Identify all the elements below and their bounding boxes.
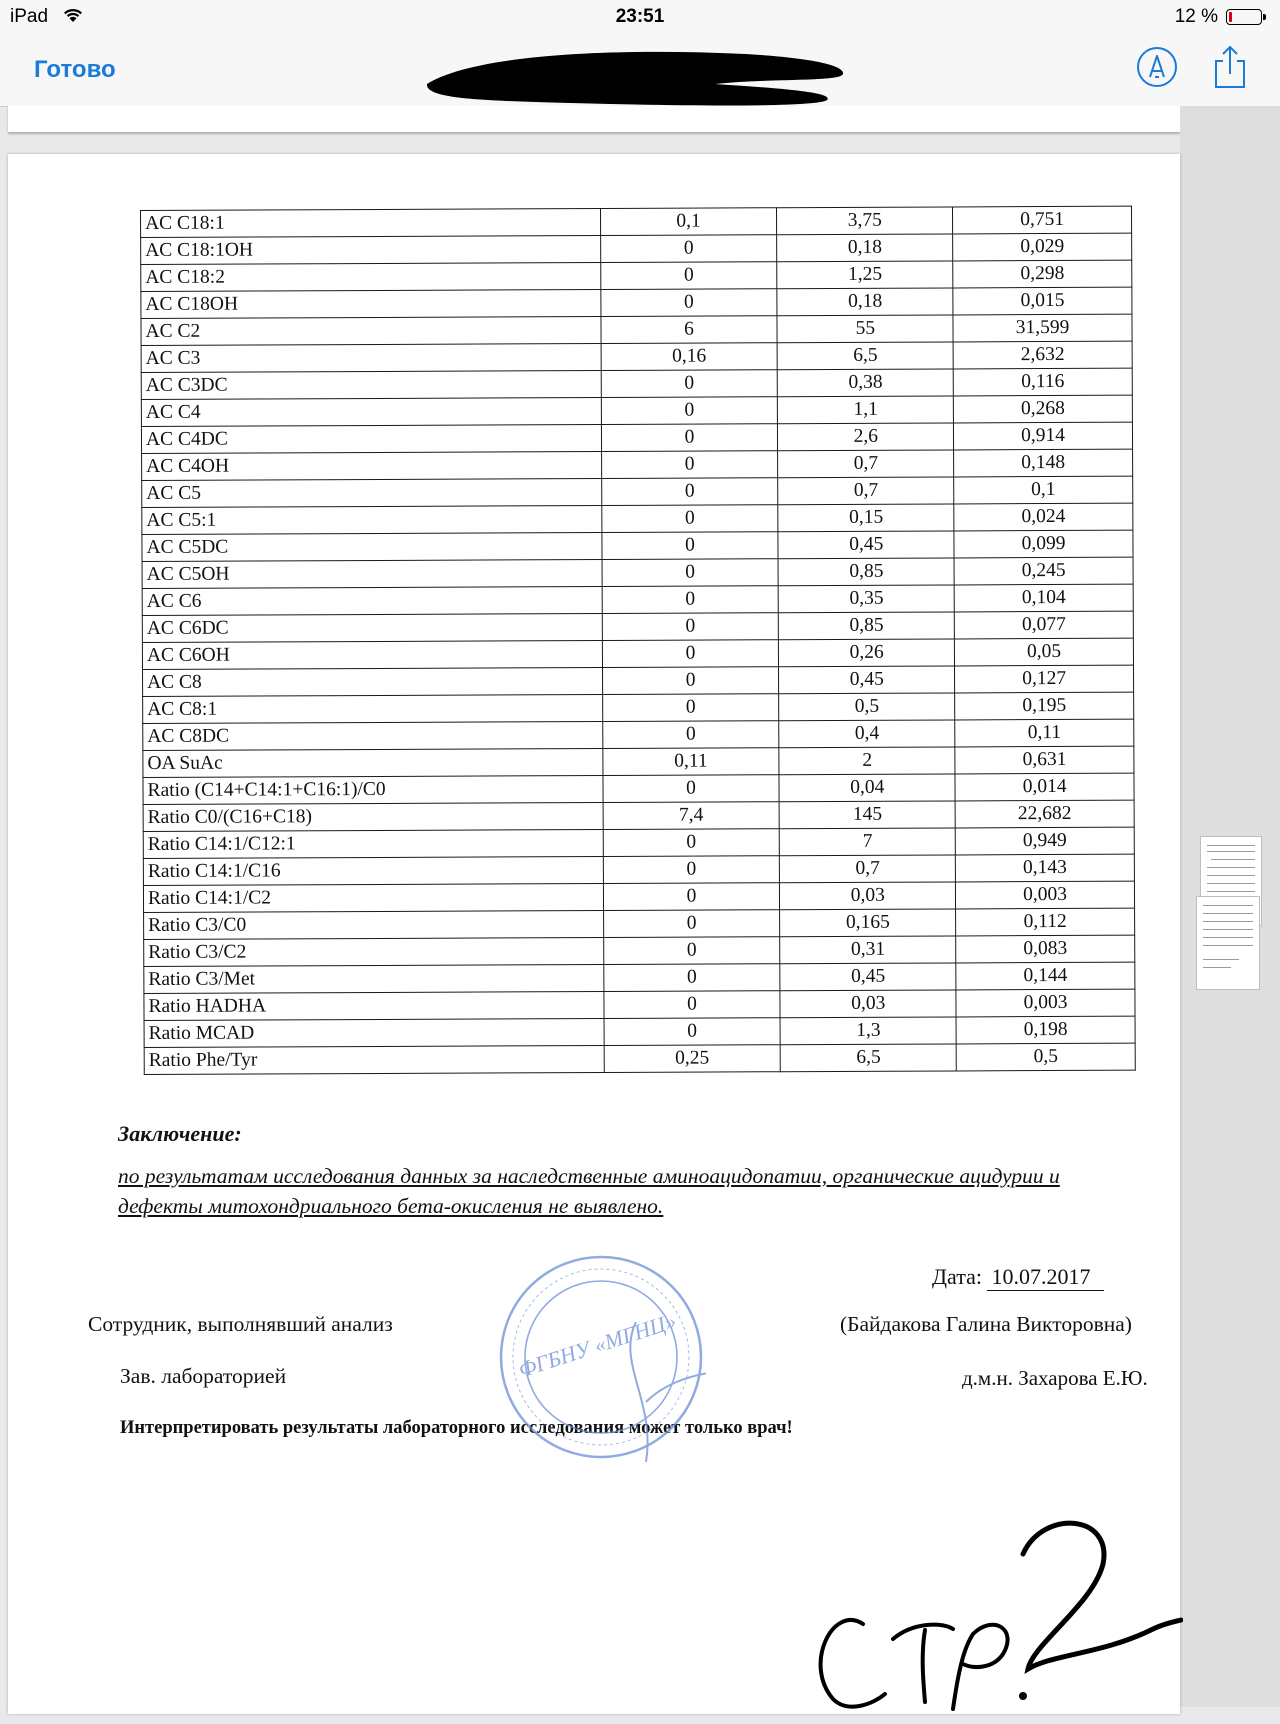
table-cell-value: 0 (604, 1018, 781, 1046)
table-row (143, 881, 1134, 912)
table-row (144, 1043, 1135, 1074)
table-cell-parameter: AC C4OH (142, 451, 602, 480)
device-name: iPad (10, 6, 49, 27)
table-cell-value: 0,024 (954, 503, 1133, 531)
table-cell-value: 0,112 (956, 908, 1135, 936)
conclusion-title: Заключение: (118, 1121, 242, 1146)
status-bar (0, 0, 1280, 36)
table-cell-value: 0 (601, 370, 778, 398)
table-cell-parameter: AC C6OH (142, 640, 602, 669)
table-cell-value: 0,03 (780, 882, 956, 910)
table-cell-parameter: AC C5DC (142, 532, 602, 561)
table-cell-value: 0,014 (955, 773, 1134, 801)
table-cell-value: 0,116 (953, 368, 1132, 396)
table-cell-value: 31,599 (953, 314, 1132, 342)
table-row (141, 422, 1132, 453)
table-cell-parameter: Ratio C3/Met (144, 964, 604, 993)
table-cell-parameter: OA SuAc (143, 748, 603, 777)
table-cell-parameter: AC C2 (141, 316, 601, 345)
table-row (143, 827, 1134, 858)
date-line (932, 1264, 1104, 1291)
disclaimer: Интерпретировать результаты лабораторного исследования может только врач! (120, 1418, 793, 1438)
table-cell-parameter: Ratio (C14+C14:1+C16:1)/C0 (143, 775, 603, 804)
table-cell-value: 22,682 (955, 800, 1134, 828)
table-cell-value: 145 (779, 801, 955, 829)
table-cell-value: 6 (601, 316, 778, 344)
table-cell-parameter: AC C18:2 (141, 262, 601, 291)
table-cell-value: 0,85 (778, 558, 954, 586)
table-row (141, 287, 1132, 318)
table-cell-value: 0 (601, 397, 778, 425)
table-cell-value: 0,298 (953, 260, 1132, 288)
table-row (141, 395, 1132, 426)
table-cell-parameter: AC C3DC (141, 370, 601, 399)
table-cell-value: 0 (602, 694, 779, 722)
laboratory-stamp (496, 1252, 706, 1462)
table-cell-value: 0,7 (780, 855, 956, 883)
table-cell-value: 1,3 (780, 1017, 956, 1045)
table-cell-value: 7,4 (603, 802, 780, 830)
table-row (143, 854, 1134, 885)
head-label: Зав. лабораторией (120, 1364, 287, 1388)
battery-indicator (1175, 6, 1262, 28)
table-cell-parameter: AC C8DC (143, 721, 603, 750)
share-icon[interactable] (1212, 44, 1248, 90)
table-cell-value: 0,5 (956, 1043, 1135, 1071)
table-cell-value: 0,914 (954, 422, 1133, 450)
table-cell-value: 0,195 (955, 692, 1134, 720)
employee-name: (Байдакова Галина Викторовна) (840, 1312, 1132, 1336)
document-page (8, 154, 1180, 1714)
table-cell-value: 0,18 (777, 288, 953, 316)
page-thumbnail-strip[interactable] (1180, 106, 1280, 1707)
date-value: 10.07.2017 (987, 1264, 1104, 1291)
table-cell-value: 0,949 (955, 827, 1134, 855)
table-row (142, 503, 1133, 534)
battery-percent: 12 % (1174, 6, 1218, 27)
table-cell-value: 0,11 (955, 719, 1134, 747)
table-cell-parameter: AC C4 (141, 397, 601, 426)
table-cell-parameter: AC C18:1OH (141, 235, 601, 264)
table-cell-value: 3,75 (777, 207, 953, 235)
table-cell-value: 0 (602, 532, 779, 560)
table-cell-parameter: AC C18:1 (141, 208, 601, 237)
table-cell-value: 1,25 (777, 261, 953, 289)
employee-label: Сотрудник, выполнявший анализ (88, 1312, 393, 1336)
conclusion-text: по результатам исследования данных за наследственные аминоацидопатии, органические ацидурии и дефекты митохондриального бета-окисления не выявлено. (118, 1164, 1060, 1218)
table-cell-value: 0,04 (779, 774, 955, 802)
table-cell-value: 0,15 (778, 504, 954, 532)
table-cell-value: 0,45 (778, 531, 954, 559)
table-row (142, 449, 1133, 480)
redaction-scribble (415, 44, 855, 110)
table-cell-parameter: AC C5:1 (142, 505, 602, 534)
table-cell-value: 0,31 (780, 936, 956, 964)
table-cell-value: 0 (603, 964, 780, 992)
table-cell-value: 0 (603, 937, 780, 965)
table-row (143, 719, 1134, 750)
table-cell-value: 0,7 (778, 450, 954, 478)
table-cell-value: 0,03 (780, 990, 956, 1018)
table-cell-value: 0,003 (956, 989, 1135, 1017)
table-row (142, 584, 1133, 615)
table-row (142, 557, 1133, 588)
table-row (144, 935, 1135, 966)
table-cell-value: 0 (603, 775, 780, 803)
table-cell-value: 0 (602, 667, 779, 695)
previous-page-edge (8, 106, 1180, 132)
table-cell-value: 55 (777, 315, 953, 343)
table-cell-parameter: Ratio C14:1/C16 (143, 856, 603, 885)
table-cell-parameter: Ratio MCAD (144, 1018, 604, 1047)
table-cell-value: 0 (601, 424, 778, 452)
stamp-text: ФГБНУ «МГНЦ» (515, 1307, 679, 1383)
table-cell-parameter: AC C6 (142, 586, 602, 615)
table-cell-value: 0,5 (779, 693, 955, 721)
table-cell-parameter: Ratio C0/(C16+C18) (143, 802, 603, 831)
table-cell-parameter: Ratio C3/C2 (144, 937, 604, 966)
table-row (143, 800, 1134, 831)
table-row (143, 773, 1134, 804)
table-cell-value: 0,003 (956, 881, 1135, 909)
table-cell-value: 0,165 (780, 909, 956, 937)
table-row (141, 206, 1132, 237)
table-row (141, 314, 1132, 345)
table-cell-value: 0,144 (956, 962, 1135, 990)
table-cell-value: 0,85 (779, 612, 955, 640)
table-cell-value: 0,25 (604, 1045, 781, 1073)
table-row (144, 1016, 1135, 1047)
table-cell-parameter: AC C4DC (141, 424, 601, 453)
table-cell-value: 0 (600, 289, 777, 317)
table-cell-value: 7 (780, 828, 956, 856)
table-row (144, 989, 1135, 1020)
table-cell-value: 0 (601, 478, 778, 506)
table-cell-value: 0,029 (953, 233, 1132, 261)
table-cell-parameter: AC C6DC (142, 613, 602, 642)
table-cell-value: 2,6 (778, 423, 954, 451)
table-cell-parameter: Ratio Phe/Tyr (144, 1045, 604, 1074)
table-cell-value: 0,099 (954, 530, 1133, 558)
table-cell-value: 0,05 (955, 638, 1134, 666)
table-cell-value: 0,083 (956, 935, 1135, 963)
table-cell-value: 0,11 (602, 748, 779, 776)
table-cell-value: 0 (602, 721, 779, 749)
table-cell-value: 0 (601, 505, 778, 533)
table-cell-value: 0 (604, 991, 781, 1019)
table-cell-value: 0,143 (955, 854, 1134, 882)
battery-icon (1226, 9, 1262, 25)
markup-pen-icon[interactable] (1136, 46, 1178, 88)
table-cell-value: 0,751 (953, 206, 1132, 234)
table-row (141, 368, 1132, 399)
table-row (144, 962, 1135, 993)
head-name: д.м.н. Захарова Е.Ю. (962, 1366, 1148, 1390)
table-cell-parameter: AC C18OH (141, 289, 601, 318)
table-row (143, 665, 1134, 696)
table-cell-value: 0 (602, 559, 779, 587)
table-row (142, 611, 1133, 642)
table-cell-parameter: Ratio HADHA (144, 991, 604, 1020)
table-cell-value: 0 (600, 262, 777, 290)
table-cell-value: 0 (600, 235, 777, 263)
table-cell-parameter: Ratio C14:1/C12:1 (143, 829, 603, 858)
table-row (142, 476, 1133, 507)
table-cell-parameter: AC C3 (141, 343, 601, 372)
table-cell-value: 0,1 (954, 476, 1133, 504)
table-cell-value: 0,45 (780, 963, 956, 991)
table-cell-value: 0,077 (954, 611, 1133, 639)
table-cell-value: 0 (602, 613, 779, 641)
table-cell-value: 0,631 (955, 746, 1134, 774)
clock: 23:51 (615, 6, 665, 27)
table-cell-value: 0,104 (954, 584, 1133, 612)
table-cell-parameter: AC C8 (143, 667, 603, 696)
table-cell-value: 0,1 (600, 208, 777, 236)
table-row (143, 746, 1134, 777)
table-cell-value: 0,4 (779, 720, 955, 748)
table-cell-value: 0,38 (778, 369, 954, 397)
table-cell-value: 1,1 (778, 396, 954, 424)
table-cell-value: 0 (603, 829, 780, 857)
table-cell-parameter: AC C8:1 (143, 694, 603, 723)
table-cell-parameter: Ratio C14:1/C2 (143, 883, 603, 912)
table-cell-value: 2,632 (953, 341, 1132, 369)
page-thumbnail-2[interactable] (1196, 896, 1260, 990)
table-cell-value: 0,45 (779, 666, 955, 694)
table-cell-value: 0,35 (779, 585, 955, 613)
results-table (140, 206, 1136, 1075)
table-cell-value: 0,148 (954, 449, 1133, 477)
done-button[interactable]: Готово (34, 56, 116, 83)
table-cell-parameter: AC C5 (142, 478, 602, 507)
table-row (143, 692, 1134, 723)
table-cell-value: 0,015 (953, 287, 1132, 315)
table-row (141, 341, 1132, 372)
table-cell-value: 0,268 (953, 395, 1132, 423)
table-row (141, 233, 1132, 264)
table-cell-value: 0 (602, 640, 779, 668)
date-label: Дата: (932, 1264, 982, 1289)
table-cell-value: 0,127 (955, 665, 1134, 693)
table-cell-parameter: Ratio C3/C0 (144, 910, 604, 939)
table-row (142, 638, 1133, 669)
table-cell-value: 0 (602, 586, 779, 614)
table-cell-value: 0,18 (777, 234, 953, 262)
table-cell-value: 2 (779, 747, 955, 775)
table-cell-value: 0 (603, 910, 780, 938)
handwritten-page-note (813, 1504, 1183, 1724)
table-cell-value: 0,198 (956, 1016, 1135, 1044)
conclusion-section (118, 1121, 1128, 1221)
nav-bar (0, 36, 1280, 107)
table-cell-value: 0,7 (778, 477, 954, 505)
table-cell-value: 0,245 (954, 557, 1133, 585)
table-cell-value: 6,5 (777, 342, 953, 370)
table-cell-parameter: AC C5OH (142, 559, 602, 588)
table-cell-value: 0,16 (601, 343, 778, 371)
table-cell-value: 6,5 (781, 1044, 957, 1072)
table-cell-value: 0 (601, 451, 778, 479)
table-row (141, 260, 1132, 291)
table-row (142, 530, 1133, 561)
table-row (144, 908, 1135, 939)
table-cell-value: 0 (603, 856, 780, 884)
table-cell-value: 0,26 (779, 639, 955, 667)
table-cell-value: 0 (603, 883, 780, 911)
